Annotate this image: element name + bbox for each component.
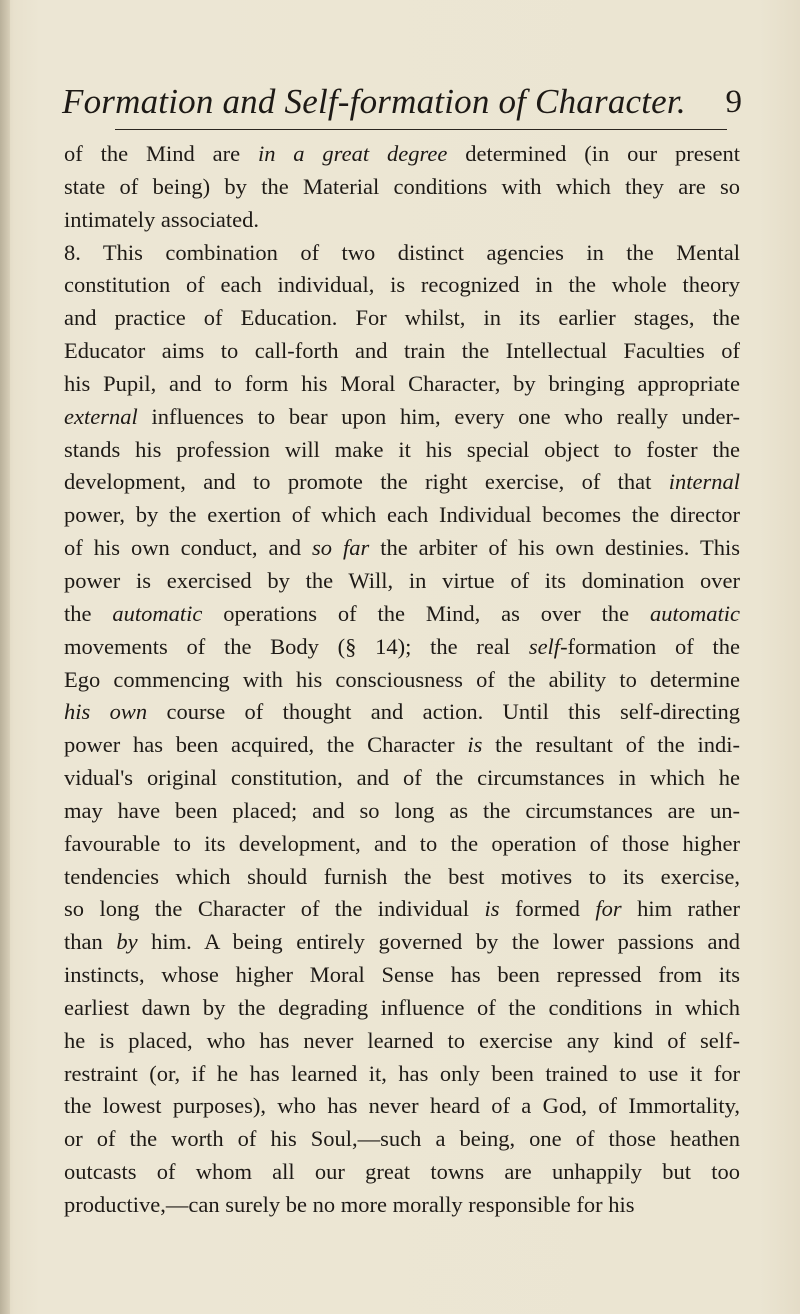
text-line: Educator aims to call-forth and train the Intellectual Faculties of bbox=[64, 338, 740, 364]
text-line: his own course of thought and action. Until this self-directing bbox=[64, 699, 740, 725]
text-line: favourable to its development, and to the operation of those higher bbox=[64, 830, 740, 856]
text-line: 8. This combination of two distinct agencies in the Mental bbox=[64, 239, 740, 265]
body-text bbox=[64, 138, 740, 1222]
running-title: Formation and Self-formation of Character. bbox=[62, 82, 686, 121]
text-line: so long the Character of the individual is formed for him rather bbox=[64, 896, 740, 922]
text-line: his Pupil, and to form his Moral Character, by bringing appropriate bbox=[64, 370, 740, 396]
text-line: Ego commencing with his consciousness of the ability to determine bbox=[64, 666, 740, 692]
text-line: earliest dawn by the degrading influence of the conditions in which bbox=[64, 994, 740, 1020]
text-line: outcasts of whom all our great towns are unhappily but too bbox=[64, 1159, 740, 1185]
text-line: restraint (or, if he has learned it, has only been trained to use it for bbox=[64, 1060, 740, 1086]
text-line: power, by the exertion of which each Individual becomes the director bbox=[64, 502, 740, 528]
text-line: tendencies which should furnish the best motives to its exercise, bbox=[64, 863, 740, 889]
text-line: or of the worth of his Soul,—such a being, one of those heathen bbox=[64, 1126, 740, 1152]
text-line: stands his profession will make it his special object to foster the bbox=[64, 436, 740, 462]
page-number: 9 bbox=[725, 84, 742, 120]
text-line: power has been acquired, the Character is the resultant of the indi- bbox=[64, 732, 740, 758]
text-line: he is placed, who has never learned to exercise any kind of self- bbox=[64, 1027, 740, 1053]
header-rule bbox=[115, 129, 727, 130]
text-line: the automatic operations of the Mind, as over the automatic bbox=[64, 600, 740, 626]
text-line: constitution of each individual, is recognized in the whole theory bbox=[64, 272, 740, 298]
text-line: vidual's original constitution, and of the circumstances in which he bbox=[64, 765, 740, 791]
text-line: of his own conduct, and so far the arbiter of his own destinies. This bbox=[64, 535, 740, 561]
text-line: the lowest purposes), who has never heard of a God, of Immortality, bbox=[64, 1093, 740, 1119]
text-line: than by him. A being entirely governed by the lower passions and bbox=[64, 929, 740, 955]
text-line: may have been placed; and so long as the circumstances are un- bbox=[64, 797, 740, 823]
book-spine-shadow bbox=[0, 0, 10, 1314]
text-line: intimately associated. bbox=[64, 206, 259, 232]
text-line: movements of the Body (§ 14); the real self-formation of the bbox=[64, 633, 740, 659]
text-line: external influences to bear upon him, every one who really under- bbox=[64, 403, 740, 429]
text-line: state of being) by the Material conditions with which they are so bbox=[64, 173, 740, 199]
text-line: of the Mind are in a great degree determined (in our present bbox=[64, 141, 740, 166]
text-line: development, and to promote the right exercise, of that internal bbox=[64, 469, 740, 495]
text-line: power is exercised by the Will, in virtue of its domination over bbox=[64, 567, 740, 593]
text-line: productive,—can surely be no more morally responsible for his bbox=[64, 1192, 635, 1217]
text-line: and practice of Education. For whilst, in its earlier stages, the bbox=[64, 305, 740, 331]
text-line: instincts, whose higher Moral Sense has been repressed from its bbox=[64, 962, 740, 988]
page-header bbox=[62, 82, 742, 126]
